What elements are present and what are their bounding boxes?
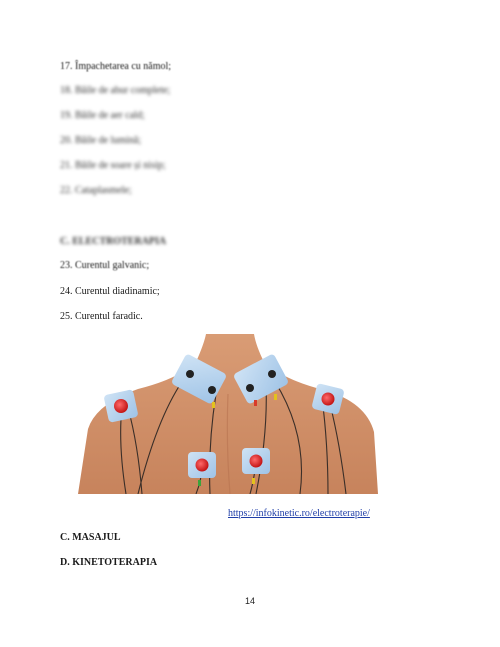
list-item-25: 25. Curentul faradic.: [60, 311, 143, 322]
list-item-24: 24. Curentul diadinamic;: [60, 286, 160, 297]
list-item-20: 20. Băile de lumină;: [60, 135, 142, 146]
list-item-21: 21. Băile de soare și nisip;: [60, 160, 166, 171]
section-heading-kinetoterapia: D. KINETOTERAPIA: [60, 557, 158, 568]
list-item-23: 23. Curentul galvanic;: [60, 260, 150, 271]
list-item-17: 17. Împachetarea cu nămol;: [60, 61, 172, 72]
section-heading-electroterapia: C. ELECTROTERAPIA: [60, 236, 167, 247]
electrotherapy-photo: [78, 334, 378, 494]
list-item-18: 18. Băile de abur complete;: [60, 85, 171, 96]
list-item-22: 22. Cataplasmele;: [60, 185, 132, 196]
section-heading-masajul: C. MASAJUL: [60, 532, 121, 543]
page-number: 14: [244, 596, 255, 606]
list-item-19: 19. Băile de aer cald;: [60, 110, 145, 121]
image-source-link[interactable]: https://infokinetic.ro/electroterapie/: [228, 508, 370, 519]
